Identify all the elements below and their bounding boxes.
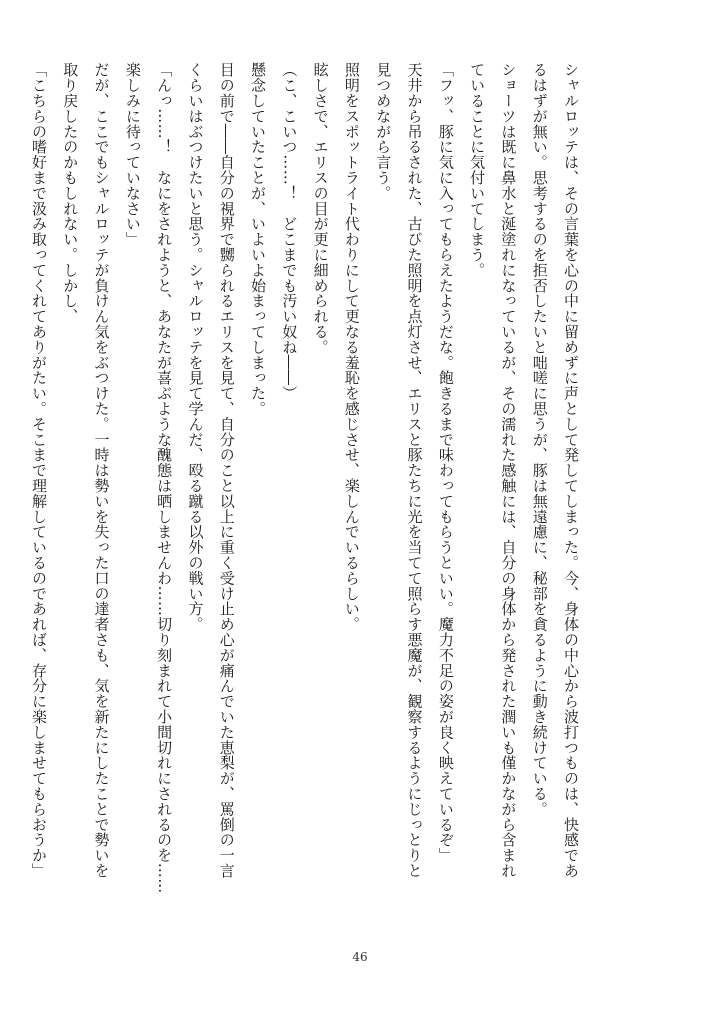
text-line: 楽しみに待っていなさい」 xyxy=(123,62,142,247)
text-line: だが、ここでもシャルロッテが負けん気をぶつけた。一時は勢いを失った口の達者さも、気を新たにしたことで勢いを xyxy=(92,62,111,879)
text-line: 照明をスポットライト代わりにして更なる羞恥を感じさせ、楽しんでいるらしい。 xyxy=(342,62,361,632)
text-line: 「んっ……！ なにをされようと、あなたが喜ぶような醜態は晒しませんわ……切り刻まれて小間切れにされるのを…… xyxy=(155,62,174,894)
text-line: 「こちらの嗜好まで汲み取ってくれてありがたい。そこまで理解しているのであれば、存分に楽しませてもらおうか」 xyxy=(29,62,48,879)
page-number: 46 xyxy=(352,950,368,964)
text-line: 懸念していたことが、いよいよ始まってしまった。 xyxy=(249,62,268,417)
text-line: 見つめながら言う。 xyxy=(374,62,393,201)
text-line: 眩しさで、エリスの目が更に細められる。 xyxy=(311,62,330,355)
text-line: くらいはぶつけたいと思う。シャルロッテを見て学んだ、殴る蹴る以外の戦い方。 xyxy=(186,62,205,632)
text-line: ていることに気付いてしまう。 xyxy=(468,62,487,278)
text-line: ショーツは既に鼻水と涎塗れになっているが、その濡れた感触には、自分の身体から発された潤いも僅かながら含まれ xyxy=(499,62,518,879)
text-line: るはずが無い。思考するのを拒否したいと咄嗟に思うが、豚は無遠慮に、秘部を貪るように動き続けている。 xyxy=(530,62,549,817)
text-line: 「フッ、豚に気に入ってもらえたようだな。飽きるまで味わってもらうといい。魔力不足の姿が良く映えているぞ」 xyxy=(436,62,455,863)
text-line: シャルロッテは、その言葉を心の中に留めずに声として発してしまった。今、身体の中心から波打つものは、快感であ xyxy=(562,62,580,879)
text-line: 天井から吊るされた、古びた照明を点灯させ、エリスと豚たちに光を当てて照らす悪魔が、観察するようにじっとりと xyxy=(405,62,424,879)
vertical-text-body xyxy=(29,62,586,952)
text-line: 目の前で――自分の視界で嬲られるエリスを見て、自分のこと以上に重く受け止め心が痛んでいた恵梨が、罵倒の一言 xyxy=(217,62,236,879)
text-line: 取り戻したのかもしれない。しかし、 xyxy=(61,62,80,324)
text-line: （こ、こいつ……！ どこまでも汚い奴ね――） xyxy=(280,62,299,401)
